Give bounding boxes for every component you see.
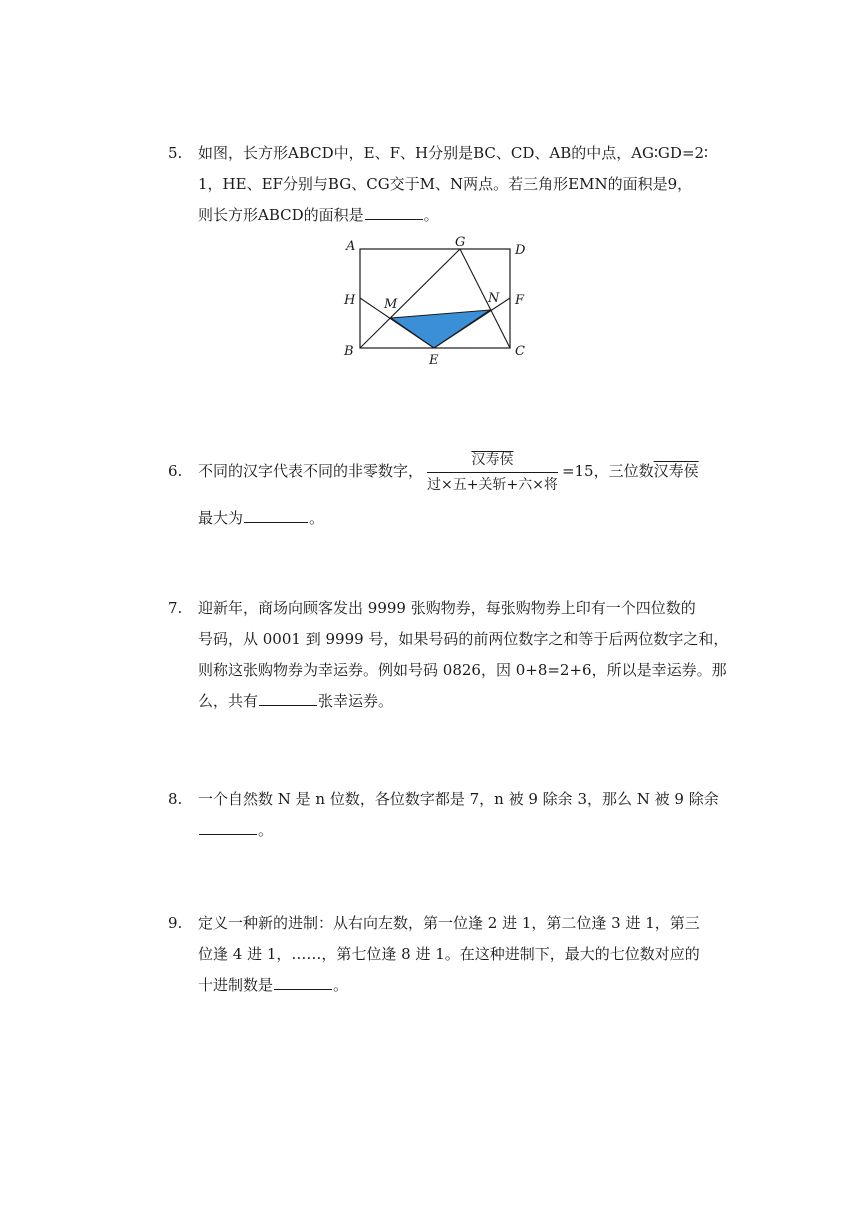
problem-line bbox=[198, 446, 708, 496]
problem-line bbox=[198, 970, 708, 1001]
label-e: E bbox=[429, 353, 439, 368]
problem-line: 定义一种新的进制：从右向左数，第一位逢 2 进 1，第二位逢 3 进 1，第三 bbox=[198, 914, 700, 932]
problem-5 bbox=[168, 138, 708, 231]
label-d: D bbox=[515, 243, 526, 258]
rectangle-diagram bbox=[338, 232, 538, 372]
answer-blank bbox=[259, 691, 317, 706]
problem-line: 位逢 4 进 1，……，第七位逢 8 进 1。在这种进制下，最大的七位数对应的 bbox=[198, 945, 700, 963]
problem-line-end: 。 bbox=[333, 976, 349, 994]
label-b: B bbox=[344, 344, 354, 359]
label-a: A bbox=[346, 239, 356, 254]
problem-line bbox=[198, 815, 708, 846]
problem-8 bbox=[168, 784, 719, 846]
problem-line-text: 最大为 bbox=[198, 509, 244, 527]
problem-line-text: 则长方形ABCD的面积是 bbox=[198, 206, 364, 224]
label-n: N bbox=[488, 291, 500, 306]
problem-line: 如图，长方形ABCD中，E、F、H分别是BC、CD、AB的中点，AG∶GD=2∶ bbox=[198, 144, 708, 162]
fraction-denominator: 过×五+关斩+六×将 bbox=[427, 476, 558, 493]
problem-line bbox=[198, 686, 708, 717]
problem-line bbox=[198, 200, 708, 231]
problem-line: 则称这张购物券为幸运券。例如号码 0826，因 0+8=2+6，所以是幸运券。那 bbox=[198, 661, 727, 679]
label-f: F bbox=[515, 293, 525, 308]
problem-line-text: 不同的汉字代表不同的非零数字， bbox=[198, 462, 424, 480]
problem-text bbox=[198, 138, 708, 231]
label-g: G bbox=[455, 235, 466, 250]
answer-blank bbox=[199, 820, 257, 835]
problem-6 bbox=[168, 446, 708, 540]
segment-gc bbox=[460, 249, 510, 348]
answer-blank bbox=[365, 205, 423, 220]
problem-number: 8. bbox=[168, 790, 183, 808]
problem-line bbox=[198, 496, 708, 540]
problem-line-end: 。 bbox=[423, 206, 439, 224]
fraction bbox=[427, 450, 558, 495]
label-m: M bbox=[384, 297, 398, 312]
geometry-figure bbox=[338, 232, 538, 372]
problem-number: 5. bbox=[168, 144, 183, 162]
answer-blank bbox=[244, 508, 308, 523]
problem-line: 一个自然数 N 是 n 位数，各位数字都是 7，n 被 9 除余 3，那么 N 被 9 除余 bbox=[198, 790, 719, 808]
problem-text bbox=[198, 784, 719, 846]
problem-text bbox=[198, 593, 729, 717]
label-c: C bbox=[515, 344, 525, 359]
problem-number: 6. bbox=[168, 462, 183, 480]
problem-line: 1，HE、EF分别与BG、CG交于M、N两点。若三角形EMN的面积是9， bbox=[198, 175, 693, 193]
answer-blank bbox=[274, 975, 332, 990]
problem-number: 7. bbox=[168, 599, 183, 617]
problem-line-text: 十进制数是 bbox=[198, 976, 274, 994]
problem-text bbox=[198, 446, 708, 540]
problem-line-text: 么，共有 bbox=[198, 692, 259, 710]
problem-9 bbox=[168, 908, 708, 1001]
three-digit-number: 汉寿侯 bbox=[653, 462, 699, 480]
problem-line: 号码，从 0001 到 9999 号，如果号码的前两位数字之和等于后两位数字之和， bbox=[198, 630, 729, 648]
problem-line-end: 。 bbox=[309, 509, 325, 527]
problem-line-text: =15，三位数 bbox=[561, 462, 654, 480]
fraction-numerator: 汉寿侯 bbox=[427, 450, 558, 473]
problem-number: 9. bbox=[168, 914, 183, 932]
problem-line-end: 张幸运券。 bbox=[318, 692, 394, 710]
label-h: H bbox=[344, 293, 356, 308]
problem-text bbox=[198, 908, 708, 1001]
problem-line-end: 。 bbox=[258, 821, 274, 839]
problem-line: 迎新年，商场向顾客发出 9999 张购物券，每张购物券上印有一个四位数的 bbox=[198, 599, 696, 617]
problem-7 bbox=[168, 593, 729, 717]
